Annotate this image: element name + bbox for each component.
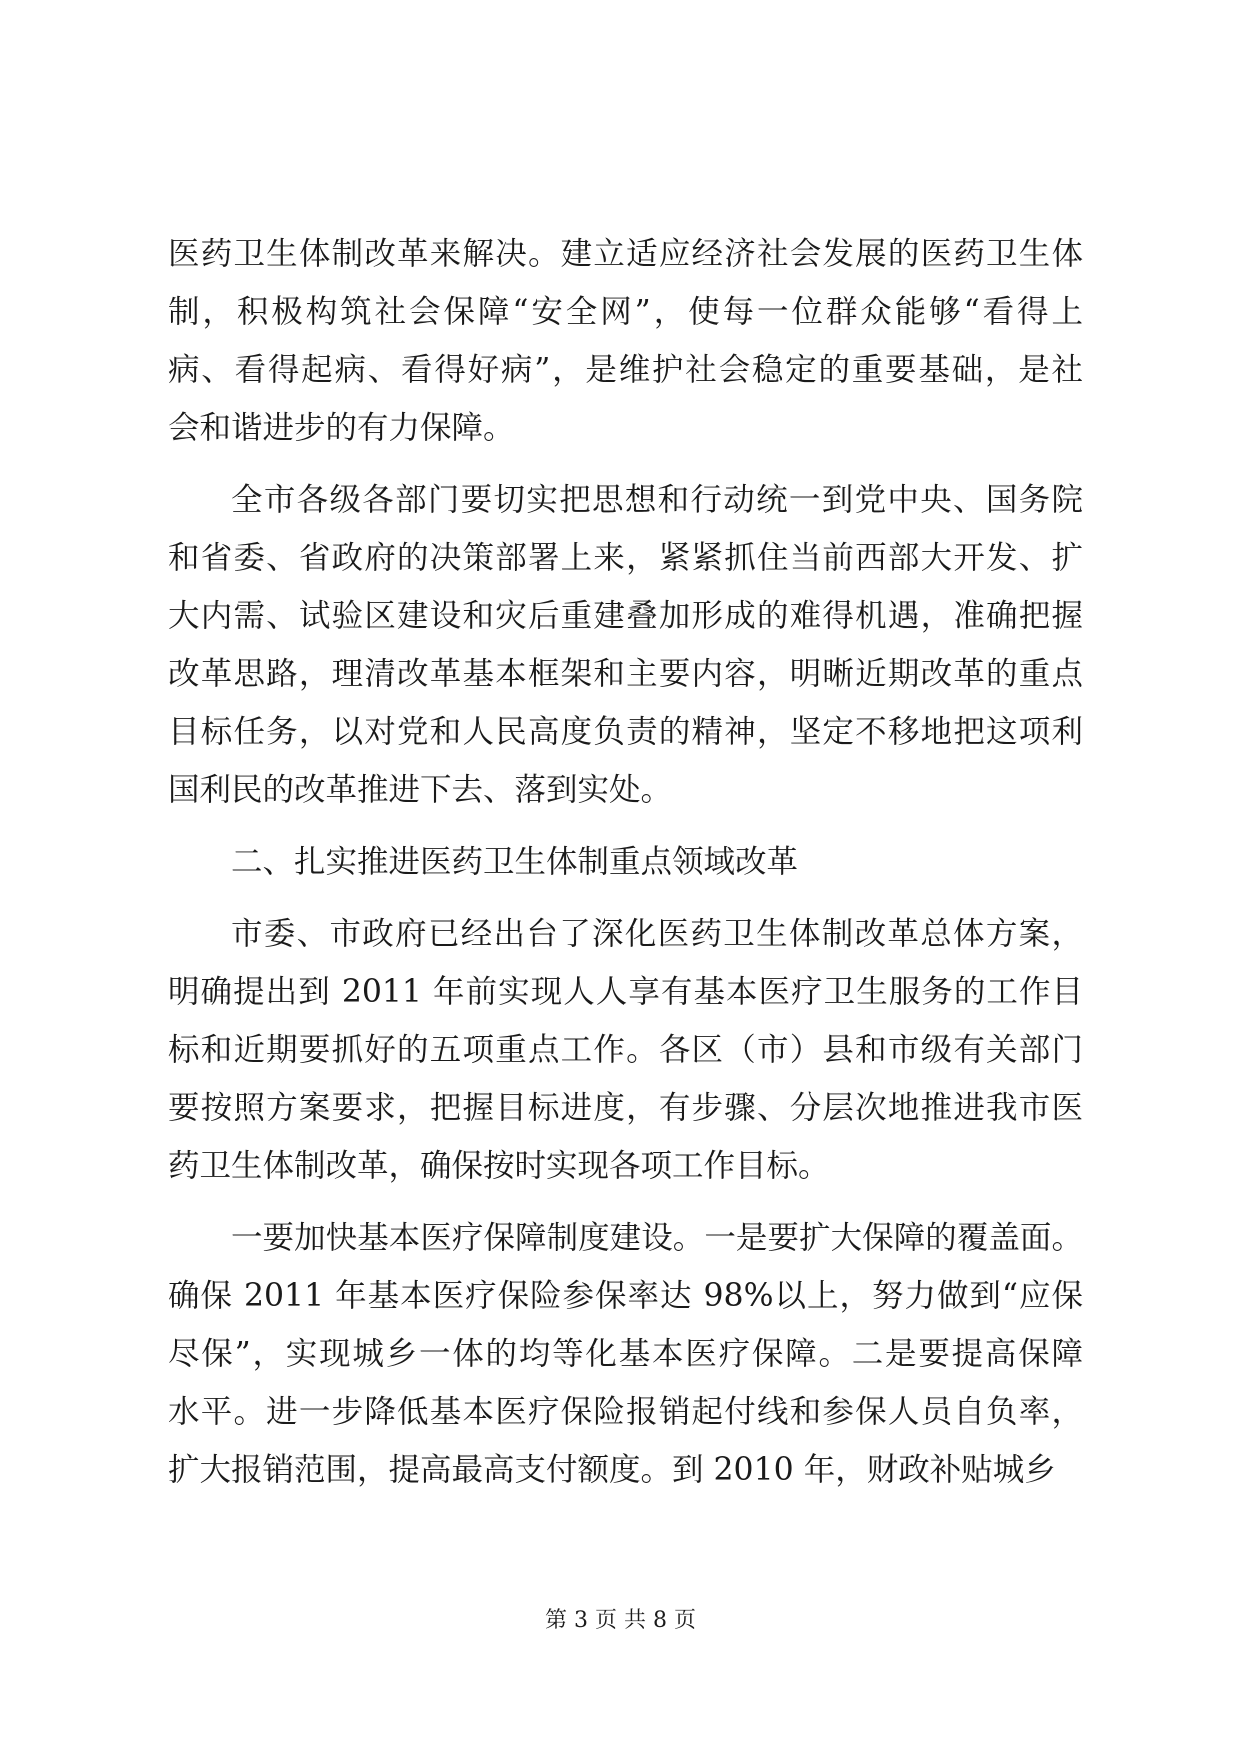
- paragraph: [168, 471, 1083, 819]
- text-line: 标和近期要抓好的五项重点工作。各区（市）县和市级有关部门: [168, 1032, 1083, 1068]
- paragraph-gap: [168, 891, 1083, 905]
- text-line: 扩大报销范围，提高最高支付额度。到 2010 年，财政补贴城乡: [168, 1452, 1056, 1488]
- paragraph: [168, 905, 1083, 1195]
- text-line: 国利民的改革推进下去、落到实处。: [168, 772, 673, 808]
- paragraph-gap: [168, 457, 1083, 471]
- text-line: 确保 2011 年基本医疗保险参保率达 98%以上，努力做到“应保: [168, 1278, 1083, 1314]
- text-line: 全市各级各部门要切实把思想和行动统一到党中央、国务院: [231, 482, 1083, 518]
- text-line: 医药卫生体制改革来解决。建立适应经济社会发展的医药卫生体: [168, 236, 1083, 272]
- body-text: [168, 225, 1083, 1499]
- text-line: 大内需、试验区建设和灾后重建叠加形成的难得机遇，准确把握: [168, 598, 1083, 634]
- text-line: 尽保”，实现城乡一体的均等化基本医疗保障。二是要提高保障: [168, 1336, 1083, 1372]
- text-line: 明确提出到 2011 年前实现人人享有基本医疗卫生服务的工作目: [168, 974, 1083, 1010]
- text-line: 目标任务，以对党和人民高度负责的精神，坚定不移地把这项利: [168, 714, 1083, 750]
- text-line: 要按照方案要求，把握目标进度，有步骤、分层次地推进我市医: [168, 1090, 1083, 1126]
- text-line: 会和谐进步的有力保障。: [168, 410, 515, 446]
- text-line: 制，积极构筑社会保障“安全网”，使每一位群众能够“看得上: [168, 294, 1083, 330]
- text-line: 病、看得起病、看得好病”，是维护社会稳定的重要基础，是社: [168, 352, 1083, 388]
- paragraph-gap: [168, 1195, 1083, 1209]
- text-line: 改革思路，理清改革基本框架和主要内容，明晰近期改革的重点: [168, 656, 1083, 692]
- text-line: 和省委、省政府的决策部署上来，紧紧抓住当前西部大开发、扩: [168, 540, 1083, 576]
- text-line: 药卫生体制改革，确保按时实现各项工作目标。: [168, 1148, 830, 1184]
- text-line: 水平。进一步降低基本医疗保险报销起付线和参保人员自负率，: [168, 1394, 1083, 1430]
- paragraph-gap: [168, 819, 1083, 833]
- paragraph: [168, 225, 1083, 457]
- text-line: 市委、市政府已经出台了深化医药卫生体制改革总体方案，: [231, 916, 1083, 952]
- paragraph: [168, 1209, 1083, 1499]
- text-line: 一要加快基本医疗保障制度建设。一是要扩大保障的覆盖面。: [231, 1220, 1083, 1256]
- page-footer: 第 3 页 共 8 页: [545, 1608, 696, 1633]
- paragraph: [168, 833, 1083, 891]
- text-line: 二、扎实推进医药卫生体制重点领域改革: [231, 844, 799, 880]
